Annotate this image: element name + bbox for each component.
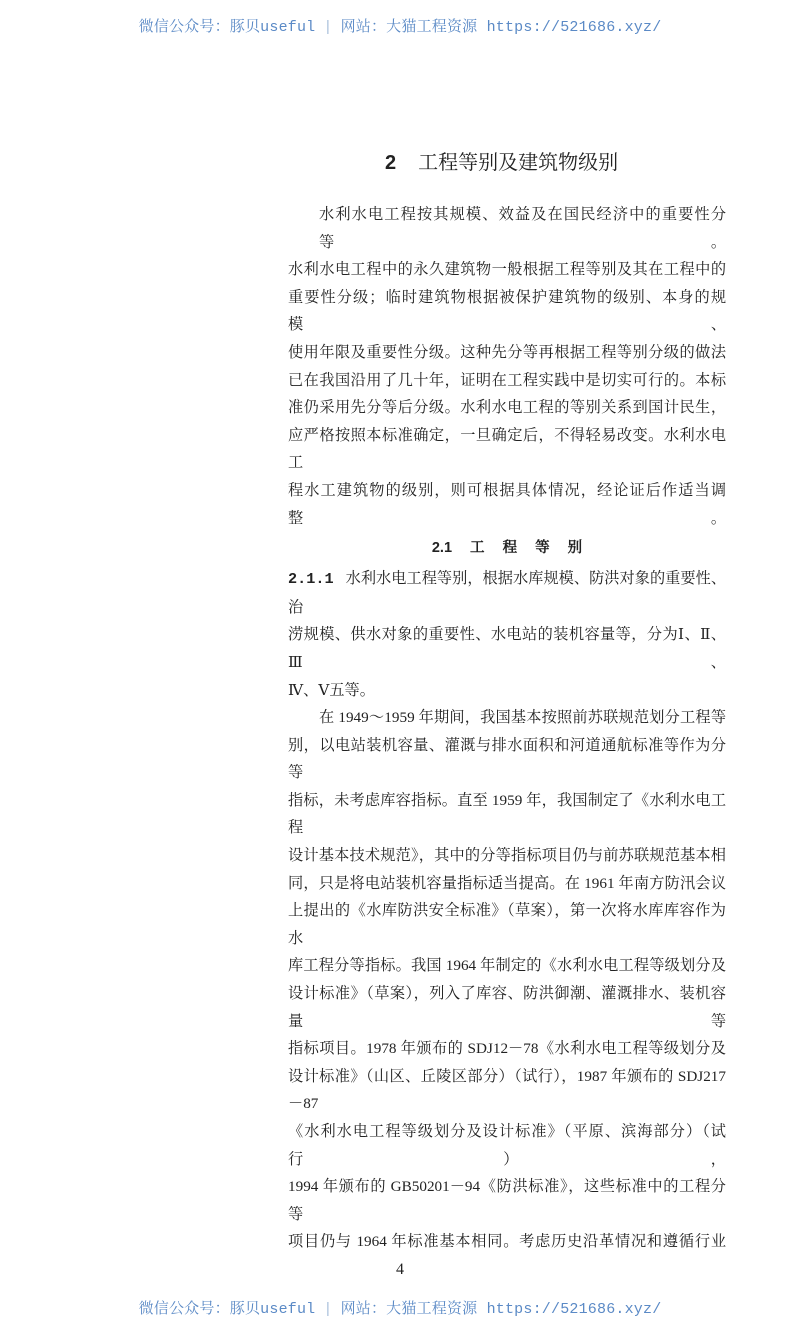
text-line: 设计基本技术规范》，其中的分等指标项目仍与前苏联规范基本相 <box>288 847 726 865</box>
watermark-wechat: 微信公众号：豚贝useful <box>138 1300 316 1318</box>
watermark-wechat: 微信公众号：豚贝useful <box>138 19 316 36</box>
text-line: 库工程分等指标。我国 1964 年制定的《水利水电工程等级划分及 <box>288 957 726 975</box>
clause-text: 水利水电工程等别，根据水库规模、防洪对象的重要性、治 <box>288 570 726 616</box>
chapter-title-text: 工程等别及建筑物级别 <box>418 152 619 174</box>
section-heading: 2.1 工 程 等 别 <box>431 540 583 557</box>
clause-number: 2.1.1 <box>288 570 334 589</box>
watermark-separator: | <box>323 19 333 36</box>
text-line: 指标，未考虑库容指标。直至 1959 年，我国制定了《水利水电工程 <box>288 791 726 837</box>
watermark-footer <box>0 1300 800 1320</box>
text-line: 准仍采用先分等后分级。水利水电工程的等别关系到国计民生， <box>288 399 726 417</box>
text-line: 涝规模、供水对象的重要性、水电站的装机容量等，分为Ⅰ、Ⅱ、Ⅲ、 <box>288 626 726 671</box>
page-number: 4 <box>396 1260 404 1278</box>
watermark-website: 网站：大猫工程资源 https://521686.xyz/ <box>340 19 662 36</box>
text-line: 水利水电工程按其规模、效益及在国民经济中的重要性分等。 <box>319 206 726 251</box>
text-line: 设计标准》（山区、丘陵区部分）（试行），1987 年颁布的 SDJ217－87 <box>288 1067 726 1113</box>
text-line: 应严格按照本标准确定，一旦确定后，不得轻易改变。水利水电工 <box>288 426 726 472</box>
watermark-website: 网站：大猫工程资源 https://521686.xyz/ <box>340 1300 662 1318</box>
text-line: 指标项目。1978 年颁布的 SDJ12－78《水利水电工程等级划分及 <box>288 1040 726 1058</box>
text-line: 重要性分级；临时建筑物根据被保护建筑物的级别、本身的规模、 <box>288 288 726 334</box>
chapter-title <box>385 150 618 176</box>
text-line: 别，以电站装机容量、灌溉与排水面积和河道通航标准等作为分等 <box>288 736 726 782</box>
body-text <box>288 201 726 1256</box>
text-line: 使用年限及重要性分级。这种先分等再根据工程等别分级的做法 <box>288 343 726 361</box>
page-flow <box>0 201 800 1320</box>
text-line: Ⅳ、Ⅴ五等。 <box>288 681 375 699</box>
text-line: 已在我国沿用了几十年，证明在工程实践中是切实可行的。本标 <box>288 371 726 389</box>
text-line: 在 1949～1959 年期间，我国基本按照前苏联规范划分工程等 <box>319 709 726 727</box>
text-line: 程水工建筑物的级别，则可根据具体情况，经论证后作适当调整。 <box>288 481 726 527</box>
text-line: 设计标准》（草案），列入了库容、防洪御潮、灌溉排水、装机容量等 <box>288 985 726 1030</box>
text-line: 水利水电工程中的永久建筑物一般根据工程等别及其在工程中的 <box>288 261 726 279</box>
chapter-number: 2 <box>385 152 397 174</box>
text-line: 同，只是将电站装机容量指标适当提高。在 1961 年南方防汛会议 <box>288 874 726 892</box>
text-line <box>288 565 726 621</box>
text-line: 上提出的《水库防洪安全标准》（草案），第一次将水库库容作为水 <box>288 902 726 947</box>
text-line: 《水利水电工程等级划分及设计标准》（平原、滨海部分）（试行）， <box>288 1123 726 1168</box>
watermark-separator: | <box>323 1300 333 1318</box>
text-line: 项目仍与 1964 年标准基本相同。考虑历史沿革情况和遵循行业 <box>288 1233 726 1251</box>
text-line: 1994 年颁布的 GB50201－94《防洪标准》，这些标准中的工程分等 <box>288 1178 726 1223</box>
watermark-header <box>0 18 800 38</box>
